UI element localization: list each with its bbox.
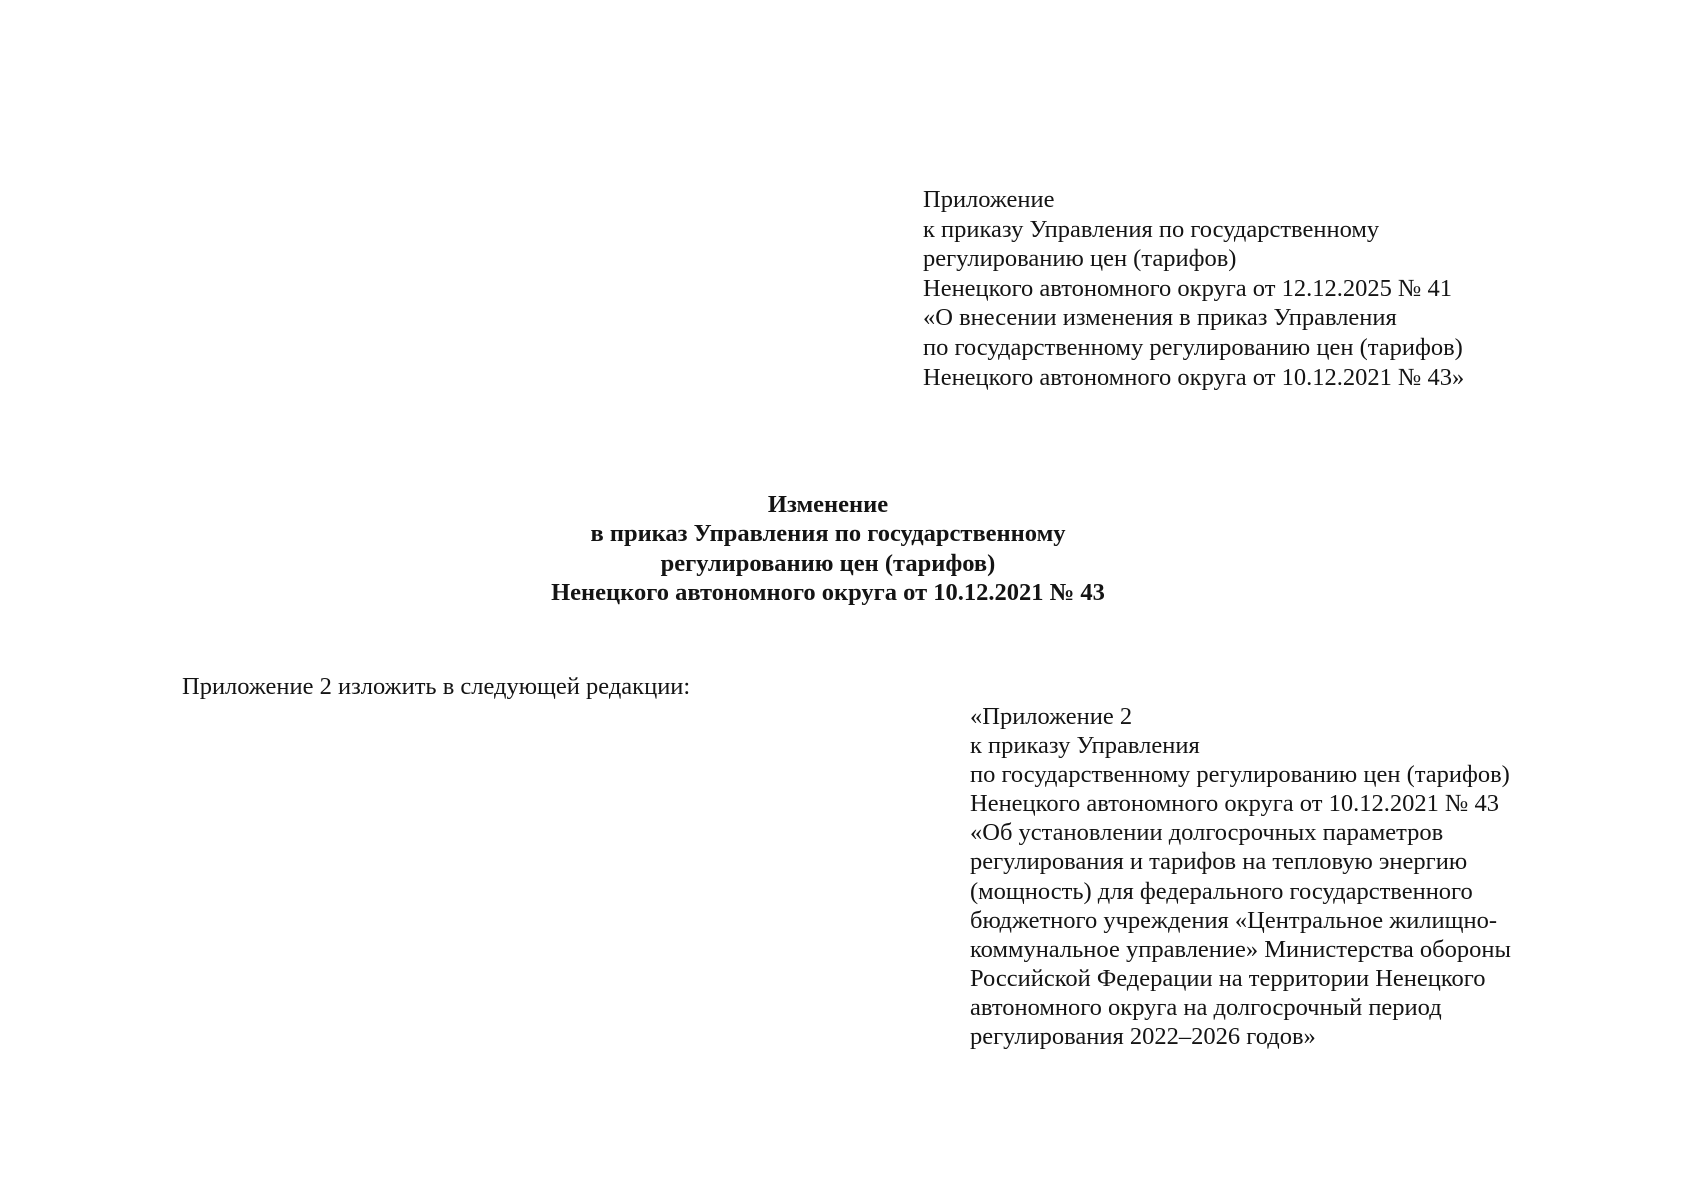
appendix-note-line: «Приложение 2 (970, 703, 1133, 730)
header-note-line: по государственному регулированию цен (тарифов) (923, 333, 1463, 361)
header-appendix-note (923, 185, 1464, 392)
appendix-note-line: к приказу Управления (970, 732, 1200, 760)
appendix-note-line: Российской Федерации на территории Ненецкого (970, 964, 1486, 992)
title-line: регулированию цен (тарифов) (660, 549, 996, 577)
appendix-note-line: Ненецкого автономного округа от 10.12.2021 № 43 (970, 790, 1499, 818)
header-note-line: Ненецкого автономного округа от 10.12.2021 № 43» (923, 363, 1465, 391)
appendix-note-line: регулирования и тарифов на тепловую энергию (970, 848, 1468, 876)
appendix-note-line: коммунальное управление» Министерства обороны (970, 935, 1511, 963)
appendix-note-line: автономного округа на долгосрочный период (970, 993, 1442, 1021)
title-line: в приказ Управления по государственному (590, 520, 1066, 548)
appendix-note-line: (мощность) для федерального государственного (970, 877, 1473, 905)
appendix-note-line: «Об установлении долгосрочных параметров (970, 819, 1444, 847)
header-note-line: к приказу Управления по государственному (923, 215, 1380, 243)
appendix-note-line: бюджетного учреждения «Центральное жилищно- (970, 906, 1498, 934)
title-line: Ненецкого автономного округа от 10.12.2021 № 43 (551, 579, 1105, 607)
header-note-line: Приложение (923, 186, 1055, 213)
document-title (0, 490, 1677, 608)
title-line: Изменение (767, 491, 889, 518)
header-note-line: регулированию цен (тарифов) (923, 245, 1237, 273)
appendix-note-line: регулирования 2022–2026 годов» (970, 1023, 1316, 1051)
appendix-note-line: по государственному регулированию цен (тарифов) (970, 761, 1510, 789)
header-note-line: «О внесении изменения в приказ Управления (923, 304, 1397, 332)
appendix-2-note (970, 702, 1511, 1051)
header-note-line: Ненецкого автономного округа от 12.12.2025 № 41 (923, 274, 1452, 302)
instruction-paragraph: Приложение 2 изложить в следующей редакции: (182, 673, 691, 700)
